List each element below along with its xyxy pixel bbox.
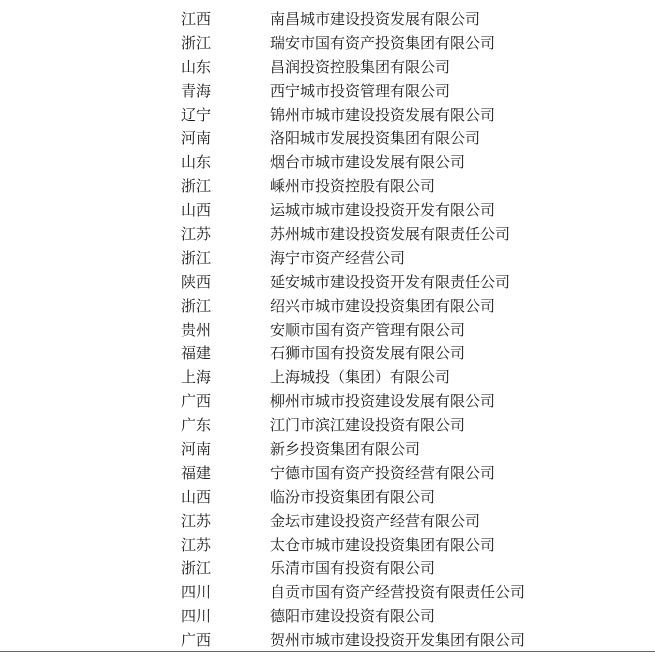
company-list-table xyxy=(0,8,655,653)
province-cell: 福建 xyxy=(181,463,212,482)
table-row xyxy=(0,438,655,462)
province-cell: 山西 xyxy=(181,487,212,506)
province-cell: 上海 xyxy=(181,368,212,387)
table-row xyxy=(0,510,655,534)
company-cell: 太仓市城市建设投资集团有限公司 xyxy=(270,535,496,554)
company-cell: 新乡投资集团有限公司 xyxy=(270,440,421,459)
province-cell: 浙江 xyxy=(181,33,212,52)
company-cell: 石狮市国有投资发展有限公司 xyxy=(270,344,466,363)
company-cell: 延安城市建设投资开发有限责任公司 xyxy=(270,272,511,291)
table-row xyxy=(0,175,655,199)
province-cell: 江苏 xyxy=(181,535,212,554)
company-cell: 锦州市城市建设投资发展有限公司 xyxy=(270,105,496,124)
bottom-divider xyxy=(0,651,655,652)
company-cell: 宁德市国有资产投资经营有限公司 xyxy=(270,463,496,482)
table-row xyxy=(0,557,655,581)
table-row xyxy=(0,104,655,128)
table-row xyxy=(0,605,655,629)
table-row xyxy=(0,32,655,56)
province-cell: 江西 xyxy=(181,10,212,28)
company-cell: 自贡市国有资产经营投资有限责任公司 xyxy=(270,583,526,602)
province-cell: 山东 xyxy=(181,153,212,172)
table-row xyxy=(0,223,655,247)
company-cell: 乐清市国有投资有限公司 xyxy=(270,559,436,578)
province-cell: 浙江 xyxy=(181,559,212,578)
table-row xyxy=(0,151,655,175)
province-cell: 贵州 xyxy=(181,320,212,339)
table-row xyxy=(0,247,655,271)
table-row xyxy=(0,414,655,438)
table-row xyxy=(0,199,655,223)
province-cell: 广西 xyxy=(181,392,212,411)
province-cell: 四川 xyxy=(181,583,212,602)
table-row xyxy=(0,127,655,151)
table-row xyxy=(0,56,655,80)
province-cell: 青海 xyxy=(181,81,212,100)
table-row xyxy=(0,390,655,414)
table-row xyxy=(0,581,655,605)
company-cell: 烟台市城市建设发展有限公司 xyxy=(270,153,466,172)
province-cell: 广西 xyxy=(181,631,212,650)
table-row xyxy=(0,534,655,558)
province-cell: 陕西 xyxy=(181,272,212,291)
table-row xyxy=(0,629,655,653)
table-row xyxy=(0,462,655,486)
province-cell: 江苏 xyxy=(181,225,212,244)
company-cell: 金坛市建设投资产经营有限公司 xyxy=(270,511,481,530)
company-cell: 贺州市城市建设投资开发集团有限公司 xyxy=(270,631,526,650)
company-cell: 洛阳城市发展投资集团有限公司 xyxy=(270,129,481,148)
province-cell: 浙江 xyxy=(181,177,212,196)
company-cell: 临汾市投资集团有限公司 xyxy=(270,487,436,506)
company-cell: 嵊州市投资控股有限公司 xyxy=(270,177,436,196)
table-row xyxy=(0,271,655,295)
table-row xyxy=(0,80,655,104)
company-cell: 苏州城市建设投资发展有限责任公司 xyxy=(270,225,511,244)
province-cell: 福建 xyxy=(181,344,212,363)
company-cell: 昌润投资控股集团有限公司 xyxy=(270,57,451,76)
province-cell: 江苏 xyxy=(181,511,212,530)
company-cell: 绍兴市城市建设投资集团有限公司 xyxy=(270,296,496,315)
province-cell: 河南 xyxy=(181,440,212,459)
province-cell: 广东 xyxy=(181,416,212,435)
table-row xyxy=(0,342,655,366)
province-cell: 浙江 xyxy=(181,296,212,315)
province-cell: 辽宁 xyxy=(181,105,212,124)
company-cell: 江门市滨江建设投资有限公司 xyxy=(270,416,466,435)
company-cell: 西宁城市投资管理有限公司 xyxy=(270,81,451,100)
province-cell: 山西 xyxy=(181,201,212,220)
company-cell: 南昌城市建设投资发展有限公司 xyxy=(270,10,481,28)
company-cell: 上海城投（集团）有限公司 xyxy=(270,368,451,387)
company-cell: 海宁市资产经营公司 xyxy=(270,248,406,267)
table-row xyxy=(0,366,655,390)
province-cell: 河南 xyxy=(181,129,212,148)
company-cell: 运城市城市建设投资开发有限公司 xyxy=(270,201,496,220)
table-row xyxy=(0,486,655,510)
province-cell: 四川 xyxy=(181,607,212,626)
company-cell: 德阳市建设投资有限公司 xyxy=(270,607,436,626)
company-cell: 柳州市城市投资建设发展有限公司 xyxy=(270,392,496,411)
table-row xyxy=(0,8,655,32)
province-cell: 浙江 xyxy=(181,248,212,267)
table-row xyxy=(0,319,655,343)
province-cell: 山东 xyxy=(181,57,212,76)
table-row xyxy=(0,295,655,319)
company-cell: 瑞安市国有资产投资集团有限公司 xyxy=(270,33,496,52)
company-cell: 安顺市国有资产管理有限公司 xyxy=(270,320,466,339)
